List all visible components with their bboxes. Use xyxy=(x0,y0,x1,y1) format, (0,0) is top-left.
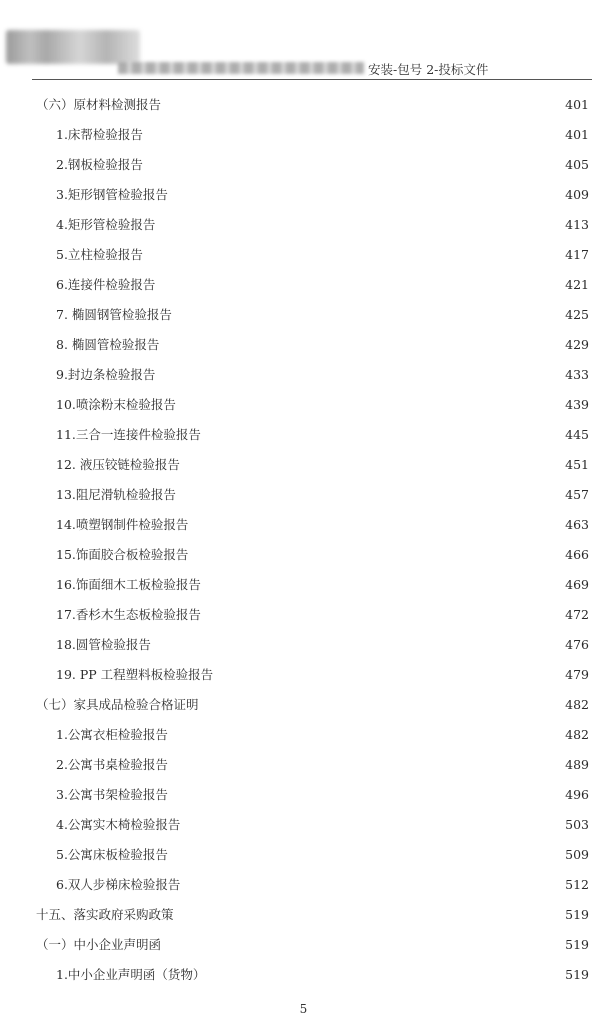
toc-entry-title: 12. 液压铰链检验报告 xyxy=(56,457,180,472)
toc-entry-page: 401 xyxy=(565,126,589,142)
toc-entry[interactable] xyxy=(0,149,607,179)
toc-dot-leader xyxy=(202,698,555,712)
toc-entry-page: 496 xyxy=(565,786,589,802)
toc-entry-page: 479 xyxy=(565,666,589,682)
toc-entry-title: 1.公寓衣柜检验报告 xyxy=(56,727,168,742)
toc-entry-page: 413 xyxy=(565,216,589,232)
table-of-contents xyxy=(0,89,607,989)
toc-entry-page: 472 xyxy=(565,606,589,622)
toc-entry[interactable] xyxy=(0,689,607,719)
toc-entry-title: 1.床帮检验报告 xyxy=(56,127,143,142)
document-title: 安装-包号 2-投标文件 xyxy=(368,62,489,77)
toc-entry[interactable] xyxy=(0,179,607,209)
toc-entry-title: 6.双人步梯床检验报告 xyxy=(56,877,181,892)
toc-entry-title: 4.矩形管检验报告 xyxy=(56,217,156,232)
toc-entry[interactable] xyxy=(0,839,607,869)
toc-entry[interactable] xyxy=(0,959,607,989)
toc-entry[interactable] xyxy=(0,359,607,389)
toc-entry[interactable] xyxy=(0,509,607,539)
toc-entry[interactable] xyxy=(0,779,607,809)
toc-entry-title: 13.阻尼滑轨检验报告 xyxy=(56,487,176,502)
toc-entry-title: 8. 椭圆管检验报告 xyxy=(56,337,160,352)
toc-entry-page: 519 xyxy=(565,906,589,922)
toc-entry[interactable] xyxy=(0,599,607,629)
toc-entry-page: 451 xyxy=(565,456,589,472)
toc-entry[interactable] xyxy=(0,389,607,419)
toc-entry-page: 489 xyxy=(565,756,589,772)
toc-entry-page: 482 xyxy=(565,696,589,712)
toc-entry-title: 3.矩形钢管检验报告 xyxy=(56,187,168,202)
toc-entry-page: 519 xyxy=(565,966,589,982)
toc-entry-page: 482 xyxy=(565,726,589,742)
toc-dot-leader xyxy=(171,188,555,202)
toc-entry[interactable] xyxy=(0,869,607,899)
toc-dot-leader xyxy=(179,398,555,412)
toc-dot-leader xyxy=(146,158,555,172)
toc-entry[interactable] xyxy=(0,629,607,659)
toc-dot-leader xyxy=(146,248,555,262)
toc-entry-page: 512 xyxy=(565,876,589,892)
toc-entry[interactable] xyxy=(0,299,607,329)
toc-entry[interactable] xyxy=(0,449,607,479)
toc-entry[interactable] xyxy=(0,209,607,239)
toc-entry-title: （七）家具成品检验合格证明 xyxy=(36,697,199,712)
toc-entry[interactable] xyxy=(0,119,607,149)
toc-entry-title: 5.公寓床板检验报告 xyxy=(56,847,168,862)
toc-entry-page: 401 xyxy=(565,96,589,112)
company-name-blurred xyxy=(118,62,364,74)
toc-entry-page: 509 xyxy=(565,846,589,862)
toc-entry-page: 439 xyxy=(565,396,589,412)
toc-entry[interactable] xyxy=(0,479,607,509)
toc-dot-leader xyxy=(183,458,555,472)
toc-entry[interactable] xyxy=(0,239,607,269)
toc-entry-title: 7. 椭圆钢管检验报告 xyxy=(56,307,172,322)
toc-dot-leader xyxy=(158,278,555,292)
toc-entry-title: 15.饰面胶合板检验报告 xyxy=(56,547,189,562)
toc-entry[interactable] xyxy=(0,89,607,119)
toc-entry[interactable] xyxy=(0,329,607,359)
toc-entry-page: 519 xyxy=(565,936,589,952)
toc-entry-title: 16.饰面细木工板检验报告 xyxy=(56,577,201,592)
toc-entry-page: 503 xyxy=(565,816,589,832)
toc-dot-leader xyxy=(164,98,555,112)
toc-entry-title: 3.公寓书架检验报告 xyxy=(56,787,168,802)
toc-entry-title: 17.香杉木生态板检验报告 xyxy=(56,607,201,622)
toc-entry-title: 11.三合一连接件检验报告 xyxy=(56,427,201,442)
toc-entry-title: 2.钢板检验报告 xyxy=(56,157,143,172)
header-divider xyxy=(32,79,592,80)
toc-dot-leader xyxy=(183,818,555,832)
toc-entry[interactable] xyxy=(0,899,607,929)
toc-entry-title: 6.连接件检验报告 xyxy=(56,277,156,292)
toc-entry-page: 463 xyxy=(565,516,589,532)
toc-entry-title: （一）中小企业声明函 xyxy=(36,937,162,952)
toc-entry-page: 476 xyxy=(565,636,589,652)
toc-dot-leader xyxy=(191,548,555,562)
toc-entry-title: 14.喷塑钢制件检验报告 xyxy=(56,517,189,532)
toc-entry-page: 405 xyxy=(565,156,589,172)
toc-entry[interactable] xyxy=(0,539,607,569)
toc-dot-leader xyxy=(146,128,555,142)
toc-entry[interactable] xyxy=(0,569,607,599)
toc-dot-leader xyxy=(208,968,555,982)
toc-dot-leader xyxy=(171,758,555,772)
page-header xyxy=(0,0,607,80)
toc-dot-leader xyxy=(154,638,555,652)
toc-dot-leader xyxy=(175,308,555,322)
toc-entry-title: 4.公寓实木椅检验报告 xyxy=(56,817,181,832)
toc-dot-leader xyxy=(179,488,555,502)
toc-dot-leader xyxy=(162,338,555,352)
toc-entry-page: 421 xyxy=(565,276,589,292)
toc-entry[interactable] xyxy=(0,659,607,689)
toc-dot-leader xyxy=(204,428,555,442)
toc-dot-leader xyxy=(158,368,555,382)
toc-entry-title: 9.封边条检验报告 xyxy=(56,367,156,382)
toc-entry[interactable] xyxy=(0,269,607,299)
toc-entry-page: 469 xyxy=(565,576,589,592)
toc-dot-leader xyxy=(183,878,555,892)
toc-entry-title: 10.喷涂粉末检验报告 xyxy=(56,397,176,412)
toc-dot-leader xyxy=(164,938,555,952)
toc-dot-leader xyxy=(171,848,555,862)
toc-entry[interactable] xyxy=(0,719,607,749)
toc-entry-title: 5.立柱检验报告 xyxy=(56,247,143,262)
toc-entry-page: 445 xyxy=(565,426,589,442)
toc-entry-page: 417 xyxy=(565,246,589,262)
toc-entry[interactable] xyxy=(0,809,607,839)
toc-entry-title: 18.圆管检验报告 xyxy=(56,637,151,652)
toc-entry-page: 429 xyxy=(565,336,589,352)
toc-entry-title: 2.公寓书桌检验报告 xyxy=(56,757,168,772)
toc-dot-leader xyxy=(204,578,555,592)
toc-dot-leader xyxy=(204,608,555,622)
toc-entry-page: 425 xyxy=(565,306,589,322)
toc-entry-title: （六）原材料检测报告 xyxy=(36,97,162,112)
toc-dot-leader xyxy=(171,728,555,742)
toc-entry-page: 466 xyxy=(565,546,589,562)
company-logo-blurred xyxy=(6,30,140,64)
toc-entry-title: 1.中小企业声明函（货物） xyxy=(56,967,206,982)
toc-entry-page: 433 xyxy=(565,366,589,382)
toc-entry[interactable] xyxy=(0,749,607,779)
toc-entry[interactable] xyxy=(0,929,607,959)
toc-dot-leader xyxy=(171,788,555,802)
toc-entry-title: 19. PP 工程塑料板检验报告 xyxy=(56,667,214,682)
toc-entry-title: 十五、落实政府采购政策 xyxy=(36,907,174,922)
toc-entry-page: 409 xyxy=(565,186,589,202)
toc-dot-leader xyxy=(216,668,555,682)
toc-dot-leader xyxy=(158,218,555,232)
toc-dot-leader xyxy=(191,518,555,532)
toc-dot-leader xyxy=(177,908,555,922)
toc-entry-page: 457 xyxy=(565,486,589,502)
toc-entry[interactable] xyxy=(0,419,607,449)
page-number: 5 xyxy=(299,1002,308,1016)
